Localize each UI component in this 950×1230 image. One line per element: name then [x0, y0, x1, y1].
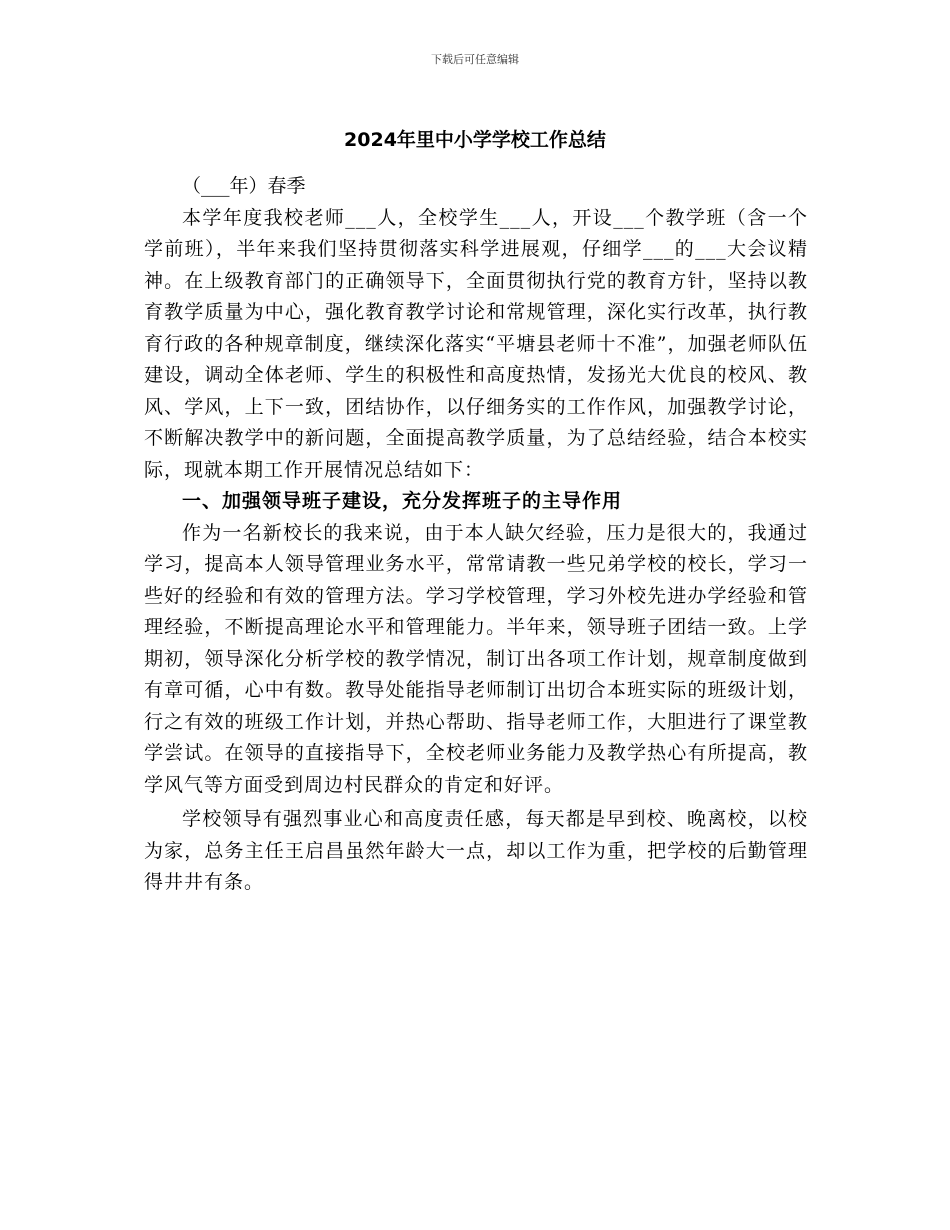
page-header-note: 下载后可任意编辑 [431, 53, 519, 66]
document-subtitle: （___年）春季 [182, 175, 306, 197]
section-1-paragraph-1: 作为一名新校长的我来说，由于本人缺欠经验，压力是很大的，我通过学习，提高本人领导管理业务水平，常常请教一些兄弟学校的校长，学习一些好的经验和有效的管理方法。学习学校管理，学习外校先进办学经验和管理经验，不断提高理论水平和管理能力。半年来，领导班子团结一致。上学期初，领导深化分析学校的教学情况，制订出各项工作计划，规章制度做到有章可循，心中有数。教导处能指导老师制订出切合本班实际的班级计划，行之有效的班级工作计划，并热心帮助、指导老师工作，大胆进行了课堂教学尝试。在领导的直接指导下，全校老师业务能力及教学热心有所提高，教学风气等方面受到周边村民群众的肯定和好评。 [144, 521, 808, 796]
document-body [144, 171, 808, 899]
section-1-heading: 一、加强领导班子建设，充分发挥班子的主导作用 [182, 490, 623, 512]
intro-paragraph: 本学年度我校老师___人，全校学生___人，开设___个教学班（含一个学前班），半年来我们坚持贯彻落实科学进展观，仔细学___的___大会议精神。在上级教育部门的正确领导下，全面贯彻执行党的教育方针，坚持以教育教学质量为中心，强化教育教学讨论和常规管理，深化实行改革，执行教育行政的各种规章制度，继续深化落实“平塘县老师十不准”，加强老师队伍建设，调动全体老师、学生的积极性和高度热情，发扬光大优良的校风、教风、学风，上下一致，团结协作，以仔细务实的工作作风，加强教学讨论，不断解决教学中的新问题，全面提高教学质量，为了总结经验，结合本校实际，现就本期工作开展情况总结如下： [144, 206, 808, 481]
section-1-paragraph-2: 学校领导有强烈事业心和高度责任感，每天都是早到校、晚离校，以校为家，总务主任王启昌虽然年龄大一点，却以工作为重，把学校的后勤管理得井井有条。 [144, 808, 808, 893]
document-title: 2024年里中小学学校工作总结 [344, 129, 606, 151]
